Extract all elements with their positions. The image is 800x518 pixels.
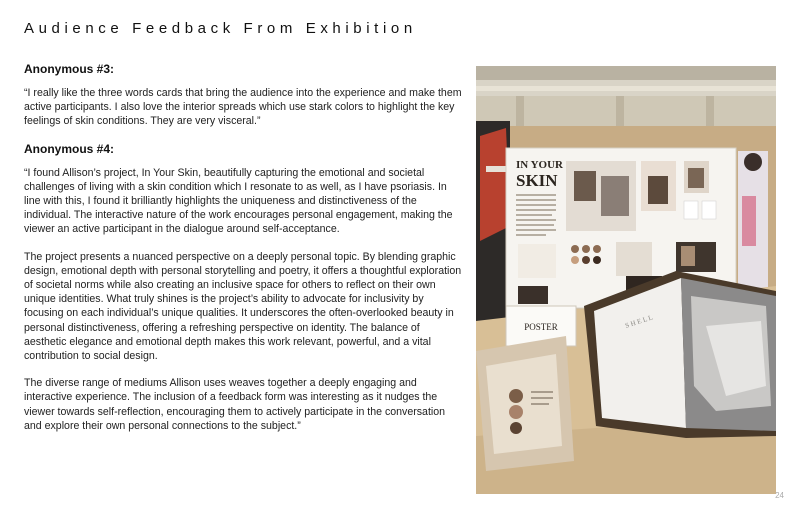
feedback-column [24, 62, 464, 446]
feedback-paragraph: “I found Allison’s project, In Your Skin, beautifully capturing the emotional and societal challenges of living with a skin condition which I resonate to as well, as I have psoriasis. In line with this, I found it brilliantly highlights the uniqueness and distinctiveness of the individual. The interactive nature of the work encourages personal engagement, making the viewer an active participant in the dialogue around self-acceptance. [24, 166, 453, 236]
board-title-line2: SKIN [516, 171, 558, 190]
page-number: 24 [775, 491, 784, 500]
board-title-line1: IN YOUR [516, 159, 563, 171]
exhibition-photo-illustration [476, 66, 776, 494]
feedback-paragraph: The diverse range of mediums Allison uses weaves together a deeply engaging and interactive experience. The inclusion of a feedback form was interesting as it nudges the viewer towards self-reflection, encouraging them to actively participate in the conversation and explore their own personal connections to the subject.” [24, 377, 446, 432]
feedback-heading-anonymous-3: Anonymous #3: [24, 62, 115, 76]
feedback-paragraph: The project presents a nuanced perspective on a deeply personal topic. By blending graphic design, emotional depth with personal storytelling and poetry, it offers a thoughtful exploration of societal norms while also creating an inclusive space for others to reflect on their own unique identities. What truly shines is the project’s ability to advocate for inclusivity by focusing on each individual’s unique qualities. It underscores the often-overlooked beauty in personal distinctiveness, offering a refreshing perspective on identity. The balance of aesthetic elegance and emotional depth makes this work relevant, powerful, and a vital contribution to social design. [24, 250, 462, 363]
page-title: Audience Feedback From Exhibition [24, 20, 417, 37]
svg-text:S H E L L: S H E L L [624, 313, 654, 330]
feedback-heading-anonymous-4: Anonymous #4: [24, 141, 115, 156]
feedback-paragraph: “I really like the three words cards that bring the audience into the experience and make them active participants. I also love the interior spreads which use stark colors to highlight the key feelings of skin conditions. They are very visceral.” [24, 87, 462, 128]
exhibition-photo [476, 66, 776, 494]
poster-card-label: POSTER [524, 322, 558, 332]
